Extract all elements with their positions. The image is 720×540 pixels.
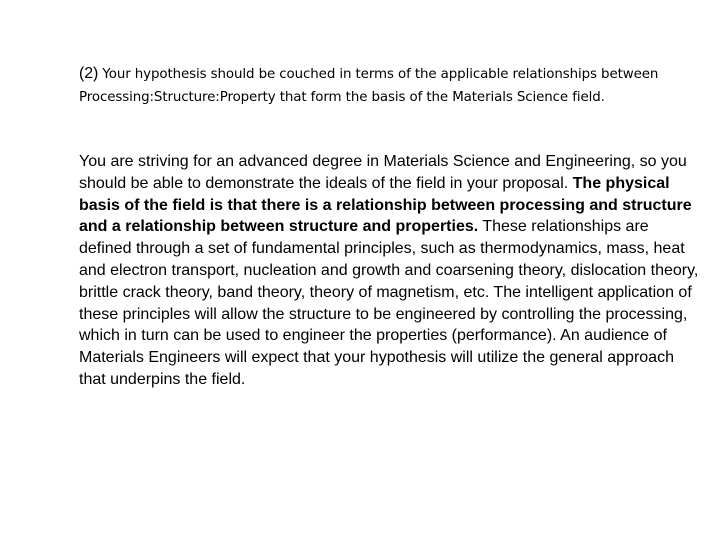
body-rest-text: These relationships are defined through a set of fundamental principles, such as thermodynamics, mass, heat and electron transport, nucleation and growth and coarsening theory, dislocation theory, brittle crack theory, band theory, theory of magnetism, etc. The intelligent application of these principles will allow the structure to be engineered by controlling the processing, which in turn can be used to engineer the properties (performance). An audience of Materials Engineers will expect that your hypothesis will utilize the general approach that underpins the field.: [79, 218, 699, 388]
instruction-text: Your hypothesis should be couched in terms of the applicable relationships between Processing:Structure:Property that form the basis of the Materials Science field.: [79, 67, 659, 105]
body-lead-text: You are striving for an advanced degree in Materials Science and Engineering, so you should be able to demonstrate the ideals of the field in your proposal.: [79, 153, 687, 192]
hypothesis-instruction: [79, 63, 679, 109]
body-emphasis-text: The physical basis of the field is that there is a relationship between processing and structure and a relationship between structure and properties.: [79, 174, 692, 236]
body-paragraph: [79, 151, 701, 391]
item-number: (2): [79, 65, 99, 82]
